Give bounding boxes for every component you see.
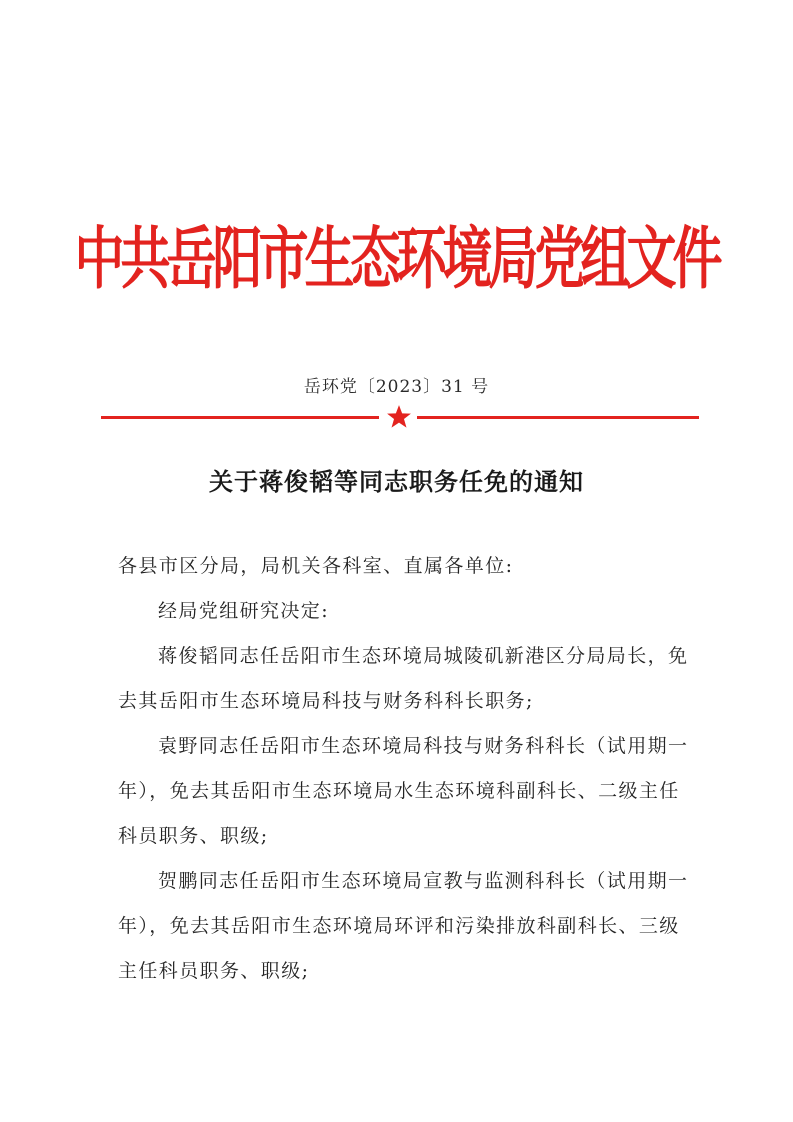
salutation: 各县市区分局，局机关各科室、直属各单位: (118, 555, 514, 577)
document-number: 岳环党〔2023〕31 号 (303, 377, 490, 397)
red-star-icon (386, 404, 412, 430)
body-paragraph: 袁野同志任岳阳市生态环境局科技与财务科科长（试用期一年），免去其岳阳市生态环境局水生态环境科副科长、二级主任科员职务、职级; (118, 735, 689, 847)
body-paragraph: 经局党组研究决定: (158, 600, 330, 622)
notice-title: 关于蒋俊韬等同志职务任免的通知 (209, 468, 584, 496)
document-masthead: 中共岳阳市生态环境局党组文件 (74, 219, 719, 299)
red-divider-right (417, 416, 699, 419)
notice-body (118, 544, 693, 994)
body-paragraph: 贺鹏同志任岳阳市生态环境局宣教与监测科科长（试用期一年），免去其岳阳市生态环境局环评和污染排放科副科长、三级主任科员职务、职级; (118, 870, 689, 982)
body-paragraph: 蒋俊韬同志任岳阳市生态环境局城陵矶新港区分局局长，免去其岳阳市生态环境局科技与财务科科长职务; (118, 645, 689, 712)
red-divider-left (101, 416, 379, 419)
